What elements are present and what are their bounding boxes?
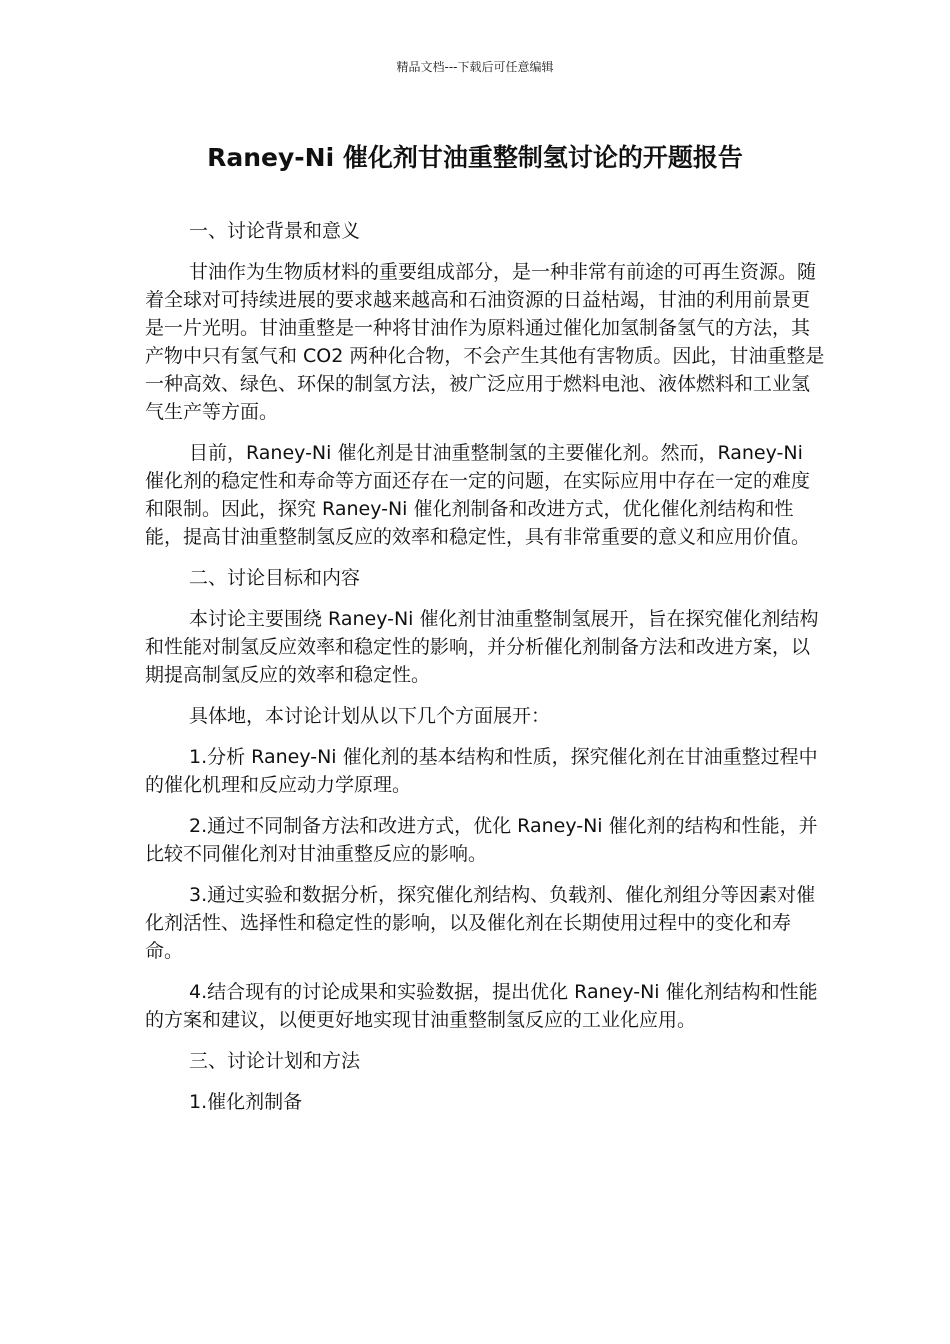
- paragraph: 本讨论主要围绕 Raney-Ni 催化剂甘油重整制氢展开，旨在探究催化剂结构和性能对制氢反应效率和稳定性的影响，并分析催化剂制备方法和改进方案，以期提高制氢反应的效率和稳定性。: [145, 608, 819, 686]
- document-title: Raney-Ni 催化剂甘油重整制氢讨论的开题报告: [207, 143, 743, 172]
- document-body: [145, 217, 825, 1129]
- section-heading-background: 一、讨论背景和意义: [189, 220, 361, 242]
- list-item: 1.催化剂制备: [189, 1091, 303, 1113]
- paragraph: 具体地，本讨论计划从以下几个方面展开：: [189, 705, 551, 727]
- paragraph: 目前，Raney-Ni 催化剂是甘油重整制氢的主要催化剂。然而，Raney-Ni 催化剂的稳定性和寿命等方面还存在一定的问题，在实际应用中存在一定的难度和限制。因此，探究 Raney-Ni 催化剂制备和改进方式，优化催化剂结构和性能，提高甘油重整制氢反应的效率和稳定性，具有非常重要的意义和应用价值。: [145, 442, 811, 548]
- list-item: 4.结合现有的讨论成果和实验数据，提出优化 Raney-Ni 催化剂结构和性能的方案和建议，以便更好地实现甘油重整制氢反应的工业化应用。: [145, 981, 818, 1031]
- section-heading-plan: 三、讨论计划和方法: [189, 1050, 361, 1072]
- section-heading-goals: 二、讨论目标和内容: [189, 567, 361, 589]
- list-item: 3.通过实验和数据分析，探究催化剂结构、负载剂、催化剂组分等因素对催化剂活性、选择性和稳定性的影响，以及催化剂在长期使用过程中的变化和寿命。: [145, 884, 816, 962]
- list-item: 1.分析 Raney-Ni 催化剂的基本结构和性质，探究催化剂在甘油重整过程中的催化机理和反应动力学原理。: [145, 746, 818, 796]
- list-item: 2.通过不同制备方法和改进方式，优化 Raney-Ni 催化剂的结构和性能，并比较不同催化剂对甘油重整反应的影响。: [145, 815, 818, 865]
- header-note: 精品文档---下载后可任意编辑: [396, 60, 554, 74]
- paragraph: 甘油作为生物质材料的重要组成部分，是一种非常有前途的可再生资源。随着全球对可持续进展的要求越来越高和石油资源的日益枯竭，甘油的利用前景更是一片光明。甘油重整是一种将甘油作为原料通过催化加氢制备氢气的方法，其产物中只有氢气和 CO2 两种化合物，不会产生其他有害物质。因此，甘油重整是一种高效、绿色、环保的制氢方法，被广泛应用于燃料电池、液体燃料和工业氢气生产等方面。: [145, 261, 825, 423]
